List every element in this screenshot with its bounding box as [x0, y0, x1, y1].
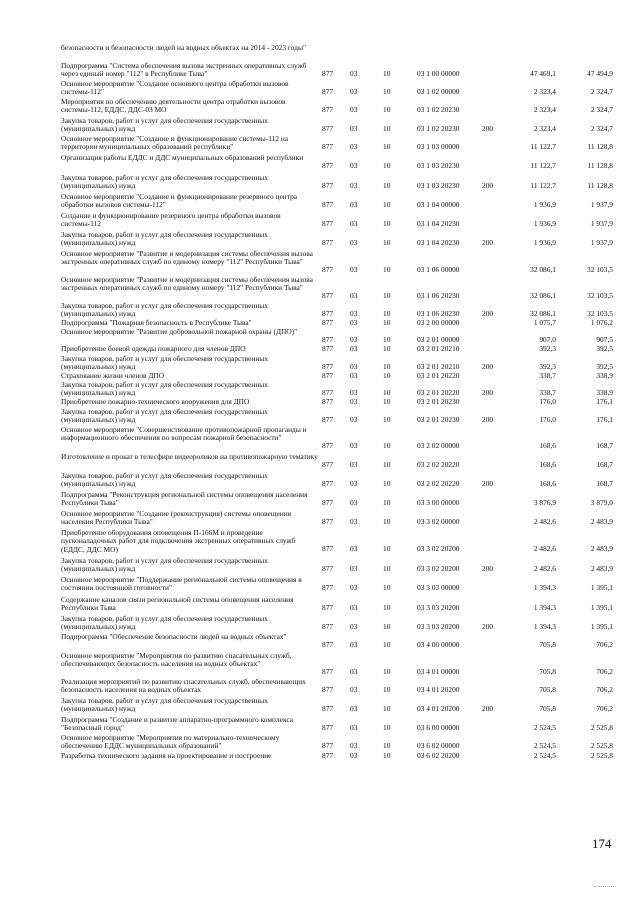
row-description: Приобретение оборудования оповещения П-166М и проведение пусконаладочных работ для подключения экстренных оперативных служб (ЕДДС, ДДС МО) [61, 528, 296, 554]
amount-2024-column: 1 076,2 [590, 318, 613, 327]
row-description: Основное мероприятие "Мероприятия по развитию спасательных служб, обеспечивающих безопасность населения на водных объектах" [61, 651, 292, 669]
row-description: Подпрограмма "Обеспечение безопасности людей на водных объектах" [61, 632, 287, 641]
target-article-column: 03 4 01 00000 [417, 667, 460, 676]
subsection-column: 10 [383, 583, 391, 592]
row-description: Закупка товаров, работ и услуг для обеспечения государственных (муниципальных) нужд [61, 173, 268, 191]
target-article-column: 03 3 03 20200 [417, 603, 460, 612]
expense-type-column: 200 [482, 362, 494, 371]
amount-2024-column: 47 494,9 [587, 69, 613, 78]
row-description: Реализация мероприятий по развитию спасательных служб, обеспечивающих безопасность населения на водных объектах [61, 677, 306, 695]
subsection-column: 10 [383, 105, 391, 114]
target-article-column: 03 1 06 20230 [417, 309, 460, 318]
amount-2024-column: 32 103,5 [587, 309, 613, 318]
target-article-column: 03 3 02 20200 [417, 564, 460, 573]
scan-smudge [594, 886, 616, 890]
amount-2024-column: 2 324,7 [590, 105, 613, 114]
section-column: 03 [350, 344, 358, 353]
section-column: 03 [350, 362, 358, 371]
section-column: 03 [350, 124, 358, 133]
subsection-column: 10 [383, 181, 391, 190]
row-description: Закупка товаров, работ и услуг для обеспечения государственных (муниципальных) нужд [61, 556, 268, 574]
target-article-column: 03 2 02 00000 [417, 441, 460, 450]
section-column: 03 [350, 479, 358, 488]
subsection-column: 10 [383, 388, 391, 397]
amount-2024-column: 1 395,1 [590, 583, 613, 592]
amount-2023-column: 1 936,9 [533, 219, 556, 228]
amount-2024-column: 1 395,1 [590, 603, 613, 612]
section-column: 03 [350, 685, 358, 694]
target-article-column: 03 4 01 20200 [417, 685, 460, 694]
amount-2024-column: 11 128,8 [587, 161, 613, 170]
section-column: 03 [350, 309, 358, 318]
amount-2024-column: 1 937,9 [590, 238, 613, 247]
amount-2024-column: 2 483,9 [590, 544, 613, 553]
row-description: Основное мероприятие "Развитие и модернизация системы обеспечения вызова экстренных оперативных служб по единому номеру "112" Республики Тыва" [61, 249, 313, 267]
section-column: 03 [350, 723, 358, 732]
code-column: 877 [322, 124, 334, 133]
row-description: Страхование жизни членов ДПО [61, 371, 165, 380]
target-article-column: 03 1 03 00000 [417, 142, 460, 151]
row-description: Подпрограмма "Пожарная безопасность в Республике Тыва" [61, 318, 252, 327]
section-column: 03 [350, 181, 358, 190]
target-article-column: 03 2 01 20230 [417, 415, 460, 424]
amount-2023-column: 32 086,1 [530, 291, 556, 300]
row-description: Подпрограмма "Реконструкция региональной системы оповещения населения Республики Тыва" [61, 490, 308, 508]
amount-2023-column: 1 075,7 [533, 318, 556, 327]
subsection-column: 10 [383, 87, 391, 96]
expense-type-column: 200 [482, 388, 494, 397]
row-description: Основное мероприятие "Создание и функционирование системы-112 на территории муниципальных образований республики" [61, 134, 289, 152]
amount-2024-column: 32 103,5 [587, 291, 613, 300]
target-article-column: 03 6 02 00000 [417, 741, 460, 750]
row-description: Мероприятия по обеспечению деятельности центра отработки вызовов системы-112, ЕДДС, ДДС-03 МО [61, 97, 286, 115]
amount-2023-column: 3 876,9 [533, 498, 556, 507]
section-column: 03 [350, 335, 358, 344]
subsection-column: 10 [383, 704, 391, 713]
subsection-column: 10 [383, 238, 391, 247]
section-column: 03 [350, 388, 358, 397]
row-description: Создание и функционирование резервного центра обработки вызовов системы-112 [61, 211, 281, 229]
amount-2024-column: 1 937,9 [590, 200, 613, 209]
section-column: 03 [350, 318, 358, 327]
target-article-column: 03 1 02 20230 [417, 105, 460, 114]
code-column: 877 [322, 105, 334, 114]
amount-2023-column: 11 122,7 [530, 161, 556, 170]
subsection-column: 10 [383, 291, 391, 300]
section-column: 03 [350, 69, 358, 78]
subsection-column: 10 [383, 371, 391, 380]
target-article-column: 03 3 02 00000 [417, 517, 460, 526]
section-column: 03 [350, 603, 358, 612]
amount-2024-column: 176,1 [596, 415, 613, 424]
subsection-column: 10 [383, 161, 391, 170]
section-column: 03 [350, 200, 358, 209]
target-article-column: 03 2 02 20220 [417, 479, 460, 488]
section-column: 03 [350, 219, 358, 228]
code-column: 877 [322, 362, 334, 371]
amount-2023-column: 338,7 [539, 388, 556, 397]
row-description: Закупка товаров, работ и услуг для обеспечения государственных (муниципальных) нужд [61, 116, 268, 134]
expense-type-column: 200 [482, 622, 494, 631]
row-description: Основное мероприятие "Развитие добровольной пожарной охраны (ДПО)" [61, 327, 298, 336]
amount-2023-column: 705,8 [539, 704, 556, 713]
subsection-column: 10 [383, 498, 391, 507]
code-column: 877 [322, 685, 334, 694]
code-column: 877 [322, 219, 334, 228]
section-column: 03 [350, 517, 358, 526]
amount-2023-column: 2 482,6 [533, 544, 556, 553]
amount-2024-column: 168,7 [596, 460, 613, 469]
code-column: 877 [322, 583, 334, 592]
amount-2024-column: 168,7 [596, 479, 613, 488]
amount-2023-column: 1 936,9 [533, 200, 556, 209]
expense-type-column: 200 [482, 564, 494, 573]
code-column: 877 [322, 564, 334, 573]
row-description: Содержание каналов связи региональной системы оповещения населения Республики Тыва [61, 595, 294, 613]
section-column: 03 [350, 544, 358, 553]
code-column: 877 [322, 603, 334, 612]
subsection-column: 10 [383, 397, 391, 406]
amount-2023-column: 2 482,6 [533, 564, 556, 573]
subsection-column: 10 [383, 415, 391, 424]
target-article-column: 03 4 00 00000 [417, 640, 460, 649]
amount-2023-column: 2 323,4 [533, 87, 556, 96]
section-column: 03 [350, 265, 358, 274]
row-description: Основное мероприятие "Поддержание региональной системы оповещения в состоянии постоянной готовности" [61, 575, 302, 593]
subsection-column: 10 [383, 685, 391, 694]
amount-2024-column: 1 395,1 [590, 622, 613, 631]
amount-2024-column: 2 483,9 [590, 564, 613, 573]
target-article-column: 03 2 01 20230 [417, 397, 460, 406]
code-column: 877 [322, 544, 334, 553]
row-description: Основное мероприятие "Совершенствование противопожарной пропаганды и информационного обеспечения по вопросам пожарной безопасности" [61, 425, 307, 443]
subsection-column: 10 [383, 741, 391, 750]
amount-2023-column: 705,8 [539, 667, 556, 676]
target-article-column: 03 1 00 00000 [417, 69, 460, 78]
amount-2024-column: 2 525,8 [590, 723, 613, 732]
amount-2023-column: 392,3 [539, 362, 556, 371]
target-article-column: 03 1 02 20230 [417, 124, 460, 133]
amount-2024-column: 168,7 [596, 441, 613, 450]
section-column: 03 [350, 622, 358, 631]
target-article-column: 03 1 03 20230 [417, 181, 460, 190]
row-description: Закупка товаров, работ и услуг для обеспечения государственных (муниципальных) нужд [61, 230, 268, 248]
section-column: 03 [350, 498, 358, 507]
section-column: 03 [350, 371, 358, 380]
amount-2023-column: 907,0 [539, 335, 556, 344]
section-column: 03 [350, 583, 358, 592]
amount-2024-column: 11 128,8 [587, 181, 613, 190]
amount-2024-column: 3 879,0 [590, 498, 613, 507]
expense-type-column: 200 [482, 238, 494, 247]
section-column: 03 [350, 460, 358, 469]
amount-2023-column: 11 122,7 [530, 142, 556, 151]
expense-type-column: 200 [482, 704, 494, 713]
code-column: 877 [322, 415, 334, 424]
code-column: 877 [322, 498, 334, 507]
code-column: 877 [322, 200, 334, 209]
row-description: Закупка товаров, работ и услуг для обеспечения государственных (муниципальных) нужд [61, 407, 268, 425]
section-column: 03 [350, 741, 358, 750]
row-description: Основное мероприятие "Создание (реконструкция) системы оповещения населения Республики Тыва" [61, 509, 292, 527]
amount-2024-column: 11 128,8 [587, 142, 613, 151]
amount-2024-column: 2 324,7 [590, 87, 613, 96]
target-article-column: 03 4 01 20200 [417, 704, 460, 713]
code-column: 877 [322, 667, 334, 676]
subsection-column: 10 [383, 441, 391, 450]
row-description: Приобретение боевой одежды пожарного для членов ДПО [61, 344, 246, 353]
row-description: Подпрограмма "Система обеспечения вызова экстренных оперативных служб через единый номер "112" в Республике Тыва" [61, 61, 307, 79]
target-article-column: 03 1 04 20230 [417, 219, 460, 228]
code-column: 877 [322, 460, 334, 469]
amount-2023-column: 168,6 [539, 441, 556, 450]
subsection-column: 10 [383, 69, 391, 78]
section-column: 03 [350, 238, 358, 247]
target-article-column: 03 2 01 20220 [417, 388, 460, 397]
row-description: Изготовление и прокат в телесфире видеороликов на противопожарную тематику [61, 452, 318, 461]
subsection-column: 10 [383, 751, 391, 760]
amount-2023-column: 338,7 [539, 371, 556, 380]
amount-2024-column: 706,2 [596, 704, 613, 713]
code-column: 877 [322, 181, 334, 190]
section-column: 03 [350, 161, 358, 170]
amount-2024-column: 2 525,8 [590, 741, 613, 750]
section-column: 03 [350, 291, 358, 300]
section-column: 03 [350, 441, 358, 450]
amount-2023-column: 32 086,1 [530, 309, 556, 318]
target-article-column: 03 6 02 20200 [417, 751, 460, 760]
amount-2024-column: 338,9 [596, 388, 613, 397]
row-description: Организация работы ЕДДС и ДДС муниципальных образований республики [61, 153, 304, 162]
row-description: Основное мероприятие "Создание и функционирование резервного центра обработки вызовов системы-112" [61, 192, 298, 210]
row-description: Подпрограмма "Создание и развитие аппаратно-программного комплекса "Безопасный город" [61, 715, 293, 733]
section-column: 03 [350, 751, 358, 760]
amount-2024-column: 907,5 [596, 335, 613, 344]
section-column: 03 [350, 564, 358, 573]
amount-2023-column: 2 323,4 [533, 105, 556, 114]
code-column: 877 [322, 344, 334, 353]
target-article-column: 03 1 06 20230 [417, 291, 460, 300]
subsection-column: 10 [383, 723, 391, 732]
code-column: 877 [322, 161, 334, 170]
target-article-column: 03 3 03 00000 [417, 583, 460, 592]
amount-2024-column: 1 937,9 [590, 219, 613, 228]
expense-type-column: 200 [482, 181, 494, 190]
code-column: 877 [322, 318, 334, 327]
code-column: 877 [322, 441, 334, 450]
code-column: 877 [322, 309, 334, 318]
code-column: 877 [322, 238, 334, 247]
target-article-column: 03 3 02 20200 [417, 544, 460, 553]
subsection-column: 10 [383, 640, 391, 649]
amount-2023-column: 1 936,9 [533, 238, 556, 247]
expense-type-column: 200 [482, 124, 494, 133]
section-column: 03 [350, 640, 358, 649]
row-description: Закупка товаров, работ и услуг для обеспечения государственных (муниципальных) нужд [61, 471, 268, 489]
section-column: 03 [350, 704, 358, 713]
amount-2023-column: 705,8 [539, 685, 556, 694]
code-column: 877 [322, 751, 334, 760]
amount-2024-column: 706,2 [596, 640, 613, 649]
target-article-column: 03 2 01 20210 [417, 362, 460, 371]
code-column: 877 [322, 640, 334, 649]
amount-2023-column: 2 482,6 [533, 517, 556, 526]
amount-2024-column: 392,5 [596, 362, 613, 371]
section-column: 03 [350, 397, 358, 406]
subsection-column: 10 [383, 622, 391, 631]
code-column: 877 [322, 335, 334, 344]
amount-2024-column: 2 324,7 [590, 124, 613, 133]
amount-2023-column: 1 394,3 [533, 583, 556, 592]
code-column: 877 [322, 479, 334, 488]
row-description: Основное мероприятие "Развитие и модернизация системы обеспечения вызова экстренных оперативных служб по единому номеру "112" Республики Тыва" [61, 275, 313, 293]
subsection-column: 10 [383, 517, 391, 526]
amount-2023-column: 168,6 [539, 460, 556, 469]
subsection-column: 10 [383, 479, 391, 488]
section-column: 03 [350, 105, 358, 114]
code-column: 877 [322, 265, 334, 274]
code-column: 877 [322, 622, 334, 631]
expense-type-column: 200 [482, 415, 494, 424]
amount-2024-column: 2 483,9 [590, 517, 613, 526]
subsection-column: 10 [383, 544, 391, 553]
target-article-column: 03 3 03 20200 [417, 622, 460, 631]
amount-2024-column: 176,1 [596, 397, 613, 406]
section-column: 03 [350, 415, 358, 424]
code-column: 877 [322, 371, 334, 380]
row-description: Закупка товаров, работ и услуг для обеспечения государственных (муниципальных) нужд [61, 696, 268, 714]
row-description: безопасности и безопасности людей на водных объектах на 2014 - 2023 годы" [61, 43, 306, 52]
amount-2023-column: 168,6 [539, 479, 556, 488]
expense-type-column: 200 [482, 309, 494, 318]
code-column: 877 [322, 517, 334, 526]
row-description: Разработка технического задания на проектирование и построение [61, 751, 272, 760]
row-description: Закупка товаров, работ и услуг для обеспечения государственных (муниципальных) нужд [61, 614, 268, 632]
target-article-column: 03 2 01 20210 [417, 344, 460, 353]
target-article-column: 03 2 02 20220 [417, 460, 460, 469]
amount-2024-column: 338,9 [596, 371, 613, 380]
target-article-column: 03 1 04 20230 [417, 238, 460, 247]
code-column: 877 [322, 388, 334, 397]
subsection-column: 10 [383, 200, 391, 209]
subsection-column: 10 [383, 318, 391, 327]
subsection-column: 10 [383, 142, 391, 151]
amount-2023-column: 705,8 [539, 640, 556, 649]
row-description: Основное мероприятие "Создание основного центра обработки вызовов системы-112" [61, 79, 289, 97]
target-article-column: 03 6 00 00000 [417, 723, 460, 732]
section-column: 03 [350, 87, 358, 96]
target-article-column: 03 1 06 00000 [417, 265, 460, 274]
row-description: Основное мероприятие "Мероприятия по материально-техническому обеспечению ЕДДС муниципальных образований" [61, 733, 280, 751]
subsection-column: 10 [383, 667, 391, 676]
target-article-column: 03 1 03 20230 [417, 161, 460, 170]
row-description: Приобретение пожарно-технического вооружения для ДПО [61, 397, 250, 406]
subsection-column: 10 [383, 603, 391, 612]
target-article-column: 03 1 02 00000 [417, 87, 460, 96]
amount-2023-column: 1 394,3 [533, 622, 556, 631]
amount-2023-column: 1 394,3 [533, 603, 556, 612]
amount-2023-column: 32 086,1 [530, 265, 556, 274]
subsection-column: 10 [383, 124, 391, 133]
amount-2024-column: 2 525,8 [590, 751, 613, 760]
row-description: Закупка товаров, работ и услуг для обеспечения государственных (муниципальных) нужд [61, 354, 268, 372]
code-column: 877 [322, 291, 334, 300]
page-number: 174 [592, 836, 612, 851]
amount-2023-column: 2 524,5 [533, 741, 556, 750]
section-column: 03 [350, 667, 358, 676]
target-article-column: 03 1 04 00000 [417, 200, 460, 209]
amount-2023-column: 2 524,5 [533, 723, 556, 732]
target-article-column: 03 3 00 00000 [417, 498, 460, 507]
row-description: Закупка товаров, работ и услуг для обеспечения государственных (муниципальных) нужд [61, 380, 268, 398]
section-column: 03 [350, 142, 358, 151]
subsection-column: 10 [383, 460, 391, 469]
amount-2024-column: 706,2 [596, 685, 613, 694]
subsection-column: 10 [383, 219, 391, 228]
subsection-column: 10 [383, 335, 391, 344]
subsection-column: 10 [383, 344, 391, 353]
target-article-column: 03 2 01 00000 [417, 335, 460, 344]
target-article-column: 03 2 01 20220 [417, 371, 460, 380]
amount-2023-column: 2 524,5 [533, 751, 556, 760]
amount-2023-column: 2 323,4 [533, 124, 556, 133]
code-column: 877 [322, 87, 334, 96]
expense-type-column: 200 [482, 479, 494, 488]
code-column: 877 [322, 723, 334, 732]
amount-2024-column: 706,2 [596, 667, 613, 676]
row-description: Закупка товаров, работ и услуг для обеспечения государственных (муниципальных) нужд [61, 301, 268, 319]
subsection-column: 10 [383, 362, 391, 371]
code-column: 877 [322, 741, 334, 750]
subsection-column: 10 [383, 309, 391, 318]
amount-2023-column: 176,0 [539, 415, 556, 424]
code-column: 877 [322, 397, 334, 406]
amount-2023-column: 11 122,7 [530, 181, 556, 190]
amount-2023-column: 392,3 [539, 344, 556, 353]
code-column: 877 [322, 142, 334, 151]
amount-2024-column: 32 103,5 [587, 265, 613, 274]
subsection-column: 10 [383, 564, 391, 573]
code-column: 877 [322, 69, 334, 78]
target-article-column: 03 2 00 00000 [417, 318, 460, 327]
amount-2023-column: 176,0 [539, 397, 556, 406]
subsection-column: 10 [383, 265, 391, 274]
amount-2024-column: 392,5 [596, 344, 613, 353]
code-column: 877 [322, 704, 334, 713]
amount-2023-column: 47 469,1 [530, 69, 556, 78]
